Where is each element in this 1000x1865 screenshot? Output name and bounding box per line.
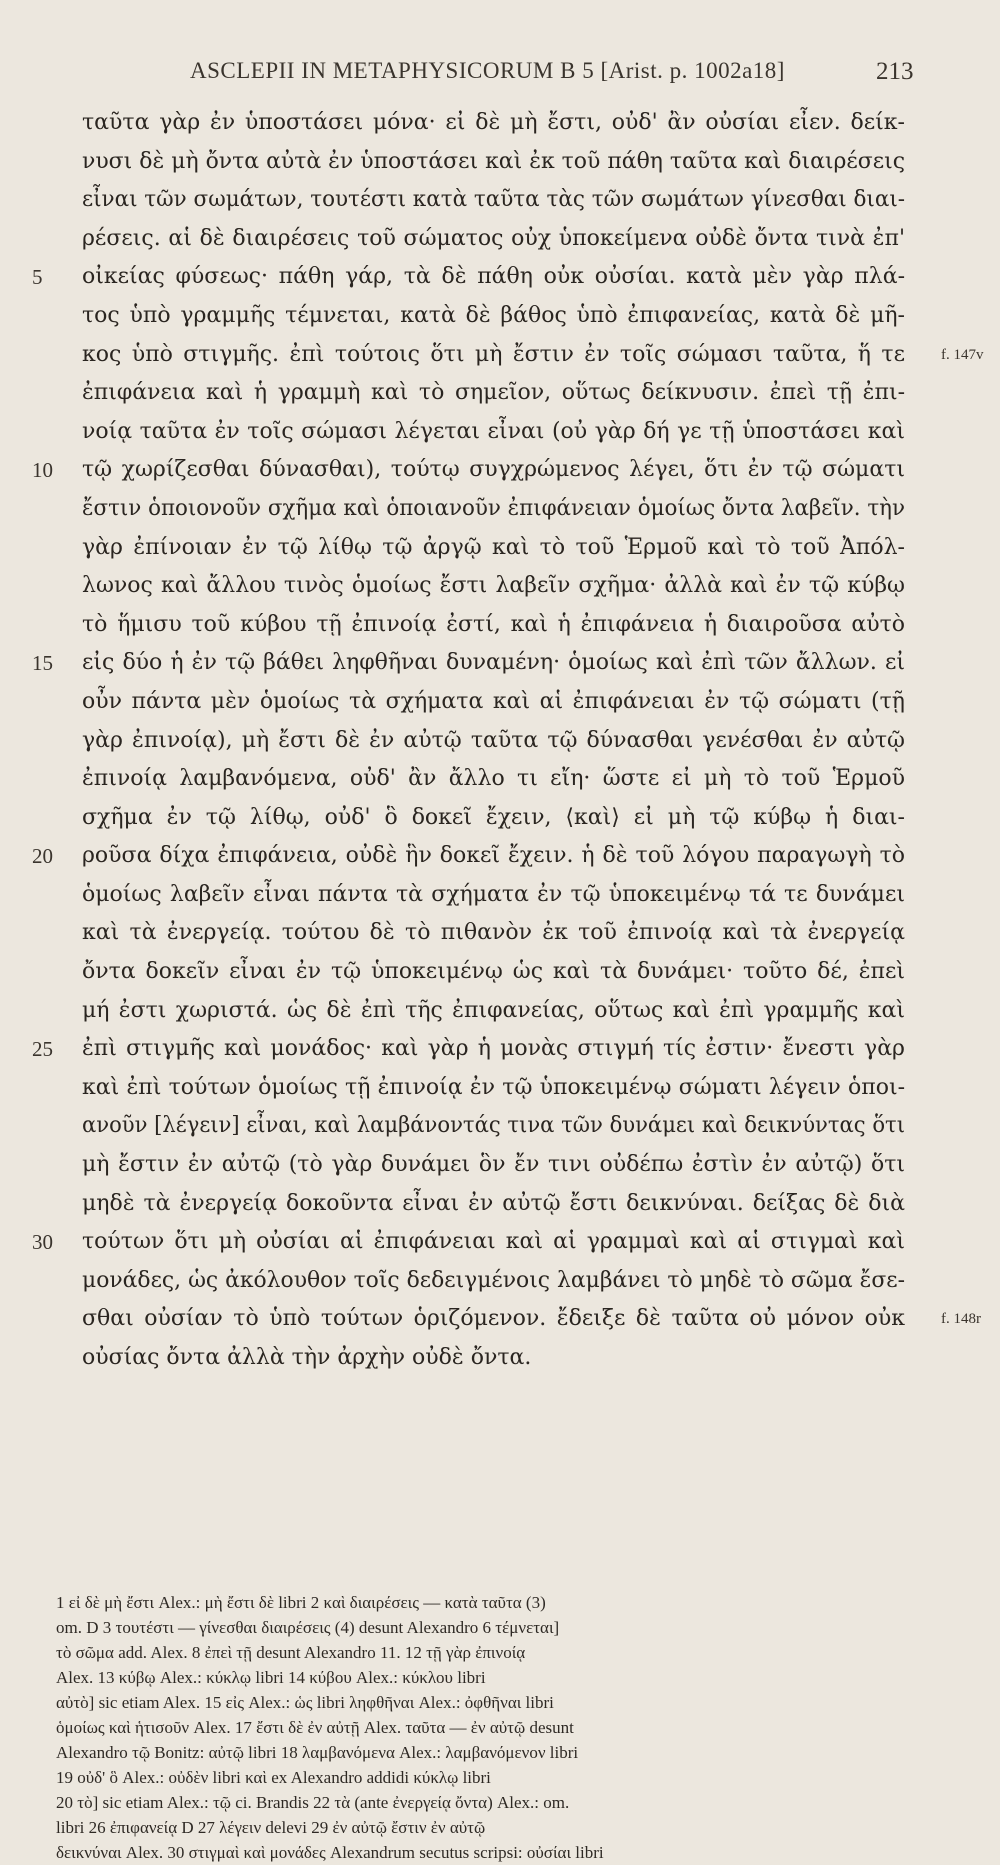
- line-text: ρέσεις. αἱ δὲ διαιρέσεις τοῦ σώματος οὐχ ὑποκείμενα οὐδὲ ὄντα τινὰ ἐπ': [82, 225, 905, 251]
- line-text: οἰκείας φύσεως· πάθη γάρ, τὰ δὲ πάθη οὐκ οὐσίαι. κατὰ μὲν γὰρ πλά-: [82, 264, 905, 290]
- footnote-text: 1 εἰ δὲ μὴ ἔστι Alex.: μὴ ἔστι δὲ libri 2 καὶ διαιρέσεις — κατὰ ταῦτα (3): [56, 1593, 546, 1612]
- footnote-line: [0, 1665, 1000, 1690]
- footnote-text: τὸ σῶμα add. Alex. 8 ἐπεὶ τῇ desunt Alexandro 11. 12 τῇ γὰρ ἐπινοίᾳ: [56, 1643, 526, 1662]
- line-text: νοίᾳ ταῦτα ἐν τοῖς σώμασι λέγεται εἶναι (οὐ γὰρ δή γε τῇ ὑποστάσει καὶ: [82, 418, 905, 444]
- text-line: [0, 374, 1000, 413]
- footnote-line: [0, 1615, 1000, 1640]
- line-text: τούτων ὅτι μὴ οὐσίαι αἱ ἐπιφάνειαι καὶ αἱ γραμμαὶ καὶ αἱ στιγμαὶ καὶ: [82, 1229, 905, 1255]
- line-number: 20: [32, 844, 53, 869]
- text-line: [0, 1300, 1000, 1339]
- text-line: [0, 992, 1000, 1031]
- text-line: [0, 644, 1000, 683]
- line-text: σχῆμα ἐν τῷ λίθῳ, οὐδ' ὃ δοκεῖ ἔχειν, ⟨καὶ⟩ εἰ μὴ τῷ κύβῳ ἡ διαι-: [82, 804, 905, 830]
- line-number: 25: [32, 1037, 53, 1062]
- line-text: ἐπινοίᾳ λαμβανόμενα, οὐδ' ἂν ἄλλο τι εἴη· ὥστε εἰ μὴ τὸ τοῦ Ἑρμοῦ: [82, 766, 905, 792]
- line-text: ανοῦν [λέγειν] εἶναι, καὶ λαμβάνοντάς τινα τῶν δυνάμει καὶ δεικνύντας ὅτι: [82, 1113, 905, 1139]
- line-text: ἐπὶ στιγμῆς καὶ μονάδος· καὶ γὰρ ἡ μονὰς στιγμή τίς ἐστιν· ἔνεστι γὰρ: [82, 1036, 905, 1062]
- text-line: [0, 876, 1000, 915]
- line-text: τος ὑπὸ γραμμῆς τέμνεται, κατὰ δὲ βάθος ὑπὸ ἐπιφανείας, κατὰ δὲ μῆ-: [82, 302, 905, 328]
- footnote-text: Alex. 13 κύβῳ Alex.: κύκλῳ libri 14 κύβου Alex.: κύκλου libri: [56, 1668, 486, 1687]
- footnote-text: Alexandro τῷ Bonitz: αὐτῷ libri 18 λαμβανόμενα Alex.: λαμβανόμενον libri: [56, 1743, 579, 1762]
- footnote-line: [0, 1715, 1000, 1740]
- footnote-text: libri 26 ἐπιφανείᾳ D 27 λέγειν delevi 29 ἐν αὐτῷ ἔστιν ἐν αὐτῷ: [56, 1818, 486, 1837]
- line-text: τῷ χωρίζεσθαι δύνασθαι), τούτῳ συγχρώμενος λέγει, ὅτι ἐν τῷ σώματι: [82, 457, 905, 483]
- text-line: [0, 220, 1000, 259]
- page-header: [0, 58, 1000, 98]
- line-text: ὁμοίως λαβεῖν εἶναι πάντα τὰ σχήματα ἐν τῷ ὑποκειμένῳ τά τε δυνάμει: [82, 881, 905, 907]
- text-line: [0, 336, 1000, 375]
- line-text: οὐσίας ὄντα ἀλλὰ τὴν ἀρχὴν οὐδὲ ὄντα.: [82, 1345, 532, 1370]
- page-number: 213: [876, 58, 914, 85]
- line-text: μονάδες, ὡς ἀκόλουθον τοῖς δεδειγμένοις λαμβάνει τὸ μηδὲ τὸ σῶμα ἔσε-: [82, 1267, 905, 1293]
- text-line: [0, 1030, 1000, 1069]
- footnote-line: [0, 1590, 1000, 1615]
- text-line: [0, 953, 1000, 992]
- footnote-text: 19 οὐδ' ὃ Alex.: οὐδὲν libri καὶ ex Alexandro addidi κύκλῳ libri: [56, 1768, 491, 1787]
- text-line: [0, 799, 1000, 838]
- footnote-line: [0, 1790, 1000, 1815]
- main-text: [0, 104, 1000, 1378]
- text-line: [0, 1146, 1000, 1185]
- line-text: εἶναι τῶν σωμάτων, τουτέστι κατὰ ταῦτα τὰς τῶν σωμάτων γίνεσθαι διαι-: [82, 187, 905, 213]
- text-line: [0, 567, 1000, 606]
- line-text: σθαι οὐσίαν τὸ ὑπὸ τούτων ὁριζόμενον. ἔδειξε δὲ ταῦτα οὐ μόνον οὐκ: [82, 1306, 905, 1332]
- footnote-line: [0, 1815, 1000, 1840]
- text-line: [0, 413, 1000, 452]
- text-line: [0, 683, 1000, 722]
- line-text: καὶ τὰ ἐνεργείᾳ. τούτου δὲ τὸ πιθανὸν ἐκ τοῦ ἐπινοίᾳ καὶ τὰ ἐνεργείᾳ: [82, 920, 905, 946]
- line-number: 5: [32, 265, 43, 290]
- text-line: [0, 181, 1000, 220]
- text-line: [0, 1069, 1000, 1108]
- line-text: ἔστιν ὁποιονοῦν σχῆμα καὶ ὁποιανοῦν ἐπιφάνειαν ὁμοίως ὄντα λαβεῖν. τὴν: [82, 495, 905, 521]
- line-text: μή ἐστι χωριστά. ὡς δὲ ἐπὶ τῆς ἐπιφανείας, οὕτως καὶ ἐπὶ γραμμῆς καὶ: [82, 997, 905, 1023]
- text-line: [0, 451, 1000, 490]
- folio-marker: f. 148r: [941, 1311, 981, 1328]
- line-text: οὖν πάντα μὲν ὁμοίως τὰ σχήματα καὶ αἱ ἐπιφάνειαι ἐν τῷ σώματι (τῇ: [82, 688, 905, 714]
- footnote-text: δεικνύναι Alex. 30 στιγμαὶ καὶ μονάδες Alexandrum secutus scripsi: οὐσίαι libri: [56, 1843, 604, 1862]
- line-number: 15: [32, 651, 53, 676]
- folio-marker: f. 147v: [941, 346, 984, 363]
- critical-apparatus: [0, 1590, 1000, 1865]
- footnote-line: [0, 1765, 1000, 1790]
- text-line: [0, 837, 1000, 876]
- footnote-text: 20 τὸ] sic etiam Alex.: τῷ ci. Brandis 22 τὰ (ante ἐνεργείᾳ ὄντα) Alex.: om.: [56, 1793, 570, 1812]
- line-text: μηδὲ τὰ ἐνεργείᾳ δοκοῦντα εἶναι ἐν αὐτῷ ἔστι δεικνύναι. δείξας δὲ διὰ: [82, 1190, 905, 1216]
- line-text: νυσι δὲ μὴ ὄντα αὐτὰ ἐν ὑποστάσει καὶ ἐκ τοῦ πάθη ταῦτα καὶ διαιρέσεις: [82, 148, 905, 174]
- line-text: τὸ ἥμισυ τοῦ κύβου τῇ ἐπινοίᾳ ἐστί, καὶ ἡ ἐπιφάνεια ἡ διαιροῦσα αὐτὸ: [82, 611, 905, 637]
- footnote-text: αὐτὸ] sic etiam Alex. 15 εἰς Alex.: ὡς libri ληφθῆναι Alex.: ὀφθῆναι libri: [56, 1693, 554, 1712]
- running-head: ASCLEPII IN METAPHYSICORUM B 5 [Arist. p. 1002a18]: [190, 58, 785, 83]
- line-number: 10: [32, 458, 53, 483]
- line-text: γὰρ ἐπίνοιαν ἐν τῷ λίθῳ τῷ ἀργῷ καὶ τὸ τοῦ Ἑρμοῦ καὶ τὸ τοῦ Ἀπόλ-: [82, 534, 905, 560]
- text-line: [0, 1223, 1000, 1262]
- footnote-line: [0, 1690, 1000, 1715]
- text-line: [0, 1107, 1000, 1146]
- text-line: [0, 760, 1000, 799]
- line-text: μὴ ἔστιν ἐν αὐτῷ (τὸ γὰρ δυνάμει ὃν ἔν τινι οὐδέπω ἐστὶν ἐν αὐτῷ) ὅτι: [82, 1152, 905, 1178]
- line-text: κος ὑπὸ στιγμῆς. ἐπὶ τούτοις ὅτι μὴ ἔστιν ἐν τοῖς σώμασι ταῦτα, ἥ τε: [82, 341, 905, 367]
- text-line: [0, 914, 1000, 953]
- line-text: γὰρ ἐπινοίᾳ), μὴ ἔστι δὲ ἐν αὐτῷ ταῦτα τῷ δύνασθαι γενέσθαι ἐν αὐτῷ: [82, 727, 905, 753]
- text-line: [0, 258, 1000, 297]
- line-text: εἰς δύο ἡ ἐν τῷ βάθει ληφθῆναι δυναμένη· ὁμοίως καὶ ἐπὶ τῶν ἄλλων. εἰ: [82, 650, 905, 676]
- text-line: [0, 1339, 1000, 1378]
- line-text: λωνος καὶ ἄλλου τινὸς ὁμοίως ἔστι λαβεῖν σχῆμα· ἀλλὰ καὶ ἐν τῷ κύβῳ: [82, 573, 905, 599]
- line-text: καὶ ἐπὶ τούτων ὁμοίως τῇ ἐπινοίᾳ ἐν τῷ ὑποκειμένῳ σώματι λέγειν ὁποι-: [82, 1074, 905, 1100]
- line-text: ταῦτα γὰρ ἐν ὑποστάσει μόνα· εἰ δὲ μὴ ἔστι, οὐδ' ἂν οὐσίαι εἶεν. δείκ-: [82, 110, 905, 135]
- text-line: [0, 297, 1000, 336]
- line-text: ροῦσα δίχα ἐπιφάνεια, οὐδὲ ἣν δοκεῖ ἔχειν. ἡ δὲ τοῦ λόγου παραγωγὴ τὸ: [82, 843, 905, 869]
- text-line: [0, 104, 1000, 143]
- line-text: ἐπιφάνεια καὶ ἡ γραμμὴ καὶ τὸ σημεῖον, οὕτως δείκνυσιν. ἐπεὶ τῇ ἐπι-: [82, 380, 905, 406]
- line-text: ὄντα δοκεῖν εἶναι ἐν τῷ ὑποκειμένῳ ὡς καὶ τὰ δυνάμει· τοῦτο δέ, ἐπεὶ: [82, 959, 905, 985]
- footnote-line: [0, 1640, 1000, 1665]
- text-line: [0, 143, 1000, 182]
- text-line: [0, 722, 1000, 761]
- text-line: [0, 529, 1000, 568]
- text-line: [0, 490, 1000, 529]
- text-line: [0, 1185, 1000, 1224]
- text-line: [0, 1262, 1000, 1301]
- footnote-text: ὁμοίως καὶ ἡτισοῦν Alex. 17 ἔστι δὲ ἐν αὐτῇ Alex. ταῦτα — ἐν αὐτῷ desunt: [56, 1718, 574, 1737]
- footnote-line: [0, 1740, 1000, 1765]
- line-number: 30: [32, 1230, 53, 1255]
- footnote-text: om. D 3 τουτέστι — γίνεσθαι διαιρέσεις (4) desunt Alexandro 6 τέμνεται]: [56, 1618, 560, 1637]
- text-line: [0, 606, 1000, 645]
- footnote-line: [0, 1840, 1000, 1865]
